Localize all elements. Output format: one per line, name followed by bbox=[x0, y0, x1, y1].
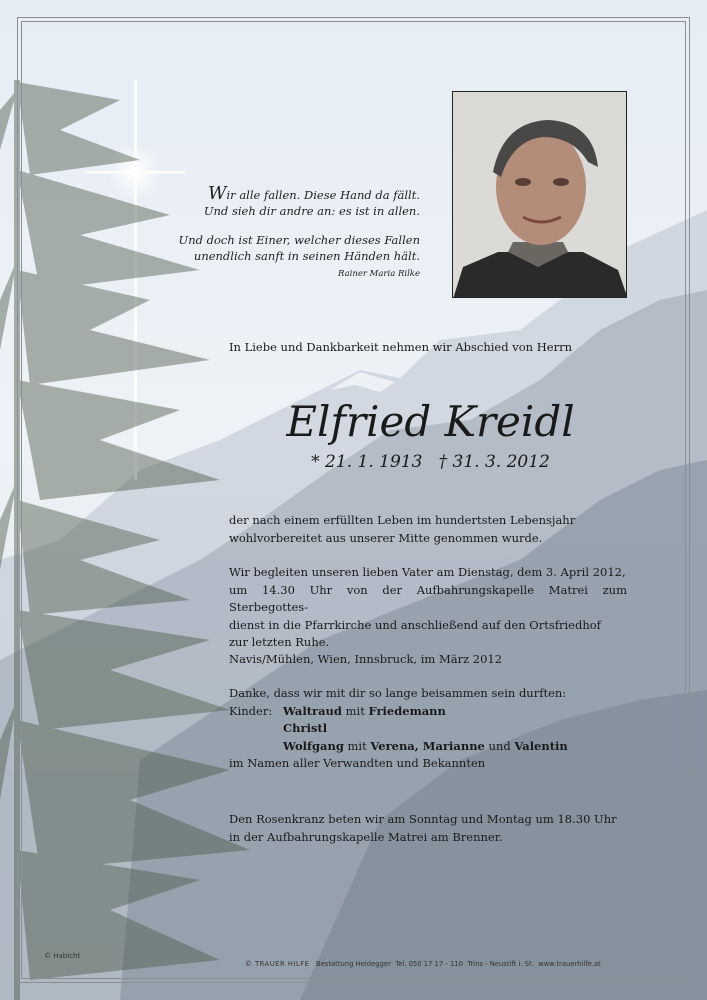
poem-line-3: Und doch ist Einer, welcher dieses Fallen bbox=[178, 233, 420, 247]
poem-author: Rainer Maria Rilke bbox=[338, 269, 420, 279]
poem-line-2: Und sieh dir andre an: es ist in allen. bbox=[203, 204, 420, 218]
life-dates: * 21. 1. 1913 † 31. 3. 2012 bbox=[311, 452, 550, 472]
children-row-1 bbox=[229, 703, 627, 721]
child-name: Wolfgang bbox=[283, 738, 344, 753]
children-row-3 bbox=[229, 738, 627, 756]
footer-brand: © TRAUER HILFE bbox=[245, 960, 310, 968]
paragraph-line: um 14.30 Uhr von der Aufbahrungskapelle Matrei zum Sterbegottes- bbox=[229, 582, 627, 614]
child-name: Waltraud bbox=[283, 703, 342, 718]
spouse-name: Friedemann bbox=[368, 703, 446, 718]
footer bbox=[245, 960, 601, 968]
word-mit: mit bbox=[345, 703, 365, 718]
paragraph-line: Wir begleiten unseren lieben Vater am Dienstag, dem 3. April 2012, bbox=[229, 565, 626, 579]
children-row-2 bbox=[229, 720, 627, 738]
footer-url: www.trauerhilfe.at bbox=[538, 960, 601, 968]
thanks-section bbox=[229, 685, 627, 773]
poem-dropcap: W bbox=[207, 183, 227, 204]
relatives-line: im Namen aller Verwandten und Bekannten bbox=[229, 756, 486, 770]
intro-text: In Liebe und Dankbarkeit nehmen wir Abschied von Herrn bbox=[229, 340, 572, 354]
thanks-intro: Danke, dass wir mit dir so lange beisammen sein durften: bbox=[229, 686, 567, 700]
children-label: Kinder: bbox=[229, 703, 273, 718]
paragraph-line: dienst in die Pfarrkirche und anschließend auf den Ortsfriedhof bbox=[229, 617, 601, 632]
portrait-image bbox=[453, 92, 627, 298]
paragraph-funeral bbox=[229, 564, 627, 652]
word-mit: mit bbox=[347, 738, 367, 753]
poem-line-1 bbox=[150, 183, 420, 204]
poem-line-4: unendlich sanft in seinen Händen hält. bbox=[193, 249, 420, 263]
grandchildren-names: Verena, Marianne bbox=[370, 738, 485, 753]
paragraph-rosary bbox=[229, 811, 627, 846]
photo-credit: © Habicht bbox=[44, 952, 81, 960]
deceased-name: Elfried Kreidl bbox=[286, 397, 575, 446]
paragraph-line: wohlvorbereitet aus unserer Mitte genommen wurde. bbox=[229, 530, 543, 545]
paragraph-life bbox=[229, 512, 627, 547]
grandchild-name: Valentin bbox=[514, 738, 568, 753]
word-und: und bbox=[488, 738, 511, 753]
paragraph-line: zur letzten Ruhe. bbox=[229, 635, 330, 649]
paragraph-line: Den Rosenkranz beten wir am Sonntag und Montag um 18.30 Uhr bbox=[229, 812, 617, 826]
place-date: Navis/Mühlen, Wien, Innsbruck, im März 2012 bbox=[229, 652, 503, 666]
poem bbox=[150, 183, 420, 282]
paragraph-line: der nach einem erfüllten Leben im hundertsten Lebensjahr bbox=[229, 513, 576, 527]
paragraph-line: in der Aufbahrungskapelle Matrei am Brenner. bbox=[229, 829, 503, 844]
child-name: Christl bbox=[283, 721, 328, 735]
poem-line-1-text: ir alle fallen. Diese Hand da fällt. bbox=[226, 188, 420, 202]
portrait-photo bbox=[452, 91, 627, 298]
footer-text: Bestattung Heidegger Tel. 050 17 17 - 110 Trins - Neustift i. St. bbox=[315, 960, 539, 968]
